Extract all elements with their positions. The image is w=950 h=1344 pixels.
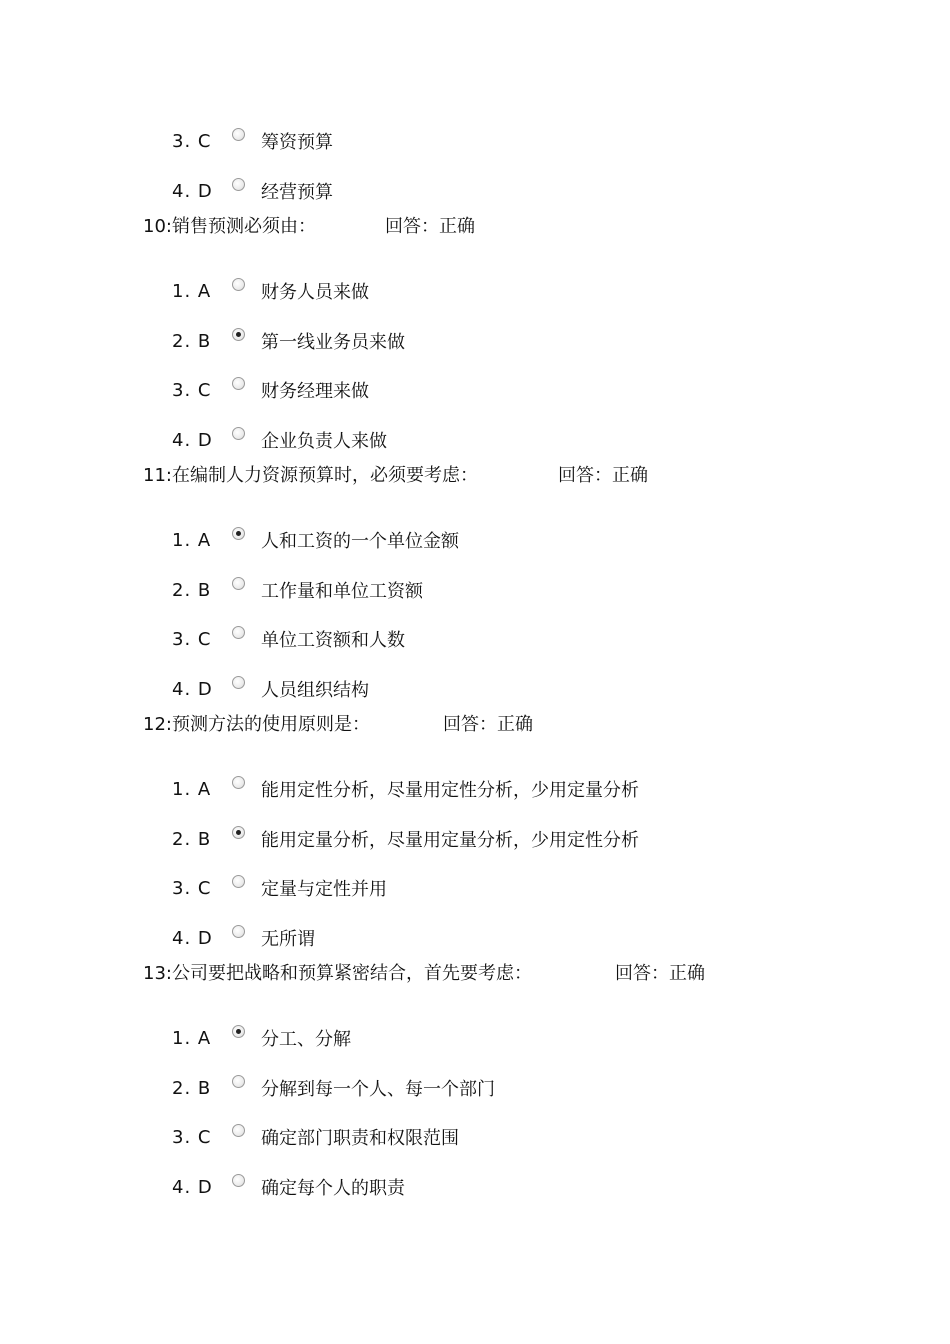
q9-option-c[interactable] [172,126,333,156]
radio-button[interactable] [232,626,245,639]
q11-option-d[interactable] [172,674,369,704]
q13-option-b[interactable] [172,1073,495,1103]
option-number: 3. C [172,1126,212,1148]
q9-option-d[interactable] [172,176,333,206]
q13-option-a[interactable] [172,1023,351,1053]
option-text: 企业负责人来做 [261,431,387,452]
option-number: 1. A [172,1027,212,1049]
answer-status: 回答：正确 [615,963,705,984]
q10-option-b[interactable] [172,326,405,356]
radio-button-selected[interactable] [232,527,245,540]
q11-option-b[interactable] [172,575,423,605]
option-number: 4. D [172,678,213,700]
option-number: 1. A [172,280,212,302]
option-number: 2. B [172,579,212,601]
option-number: 3. C [172,379,212,401]
option-text: 无所谓 [261,929,315,950]
q11-option-c[interactable] [172,624,405,654]
option-text: 财务人员来做 [261,282,369,303]
question-13 [143,958,705,986]
q10-option-c[interactable] [172,375,369,405]
option-number: 2. B [172,1077,212,1099]
option-text: 分工、分解 [261,1029,351,1050]
radio-button[interactable] [232,1124,245,1137]
option-number: 4. D [172,927,213,949]
question-text: 12:预测方法的使用原则是： [143,714,370,735]
radio-button[interactable] [232,776,245,789]
option-text: 定量与定性并用 [261,879,387,900]
radio-button[interactable] [232,925,245,938]
option-text: 人和工资的一个单位金额 [261,531,459,552]
q10-option-a[interactable] [172,276,369,306]
radio-button-selected[interactable] [232,328,245,341]
option-text: 第一线业务员来做 [261,332,405,353]
option-text: 确定每个人的职责 [261,1178,405,1199]
option-text: 财务经理来做 [261,381,369,402]
q12-option-c[interactable] [172,873,387,903]
option-text: 确定部门职责和权限范围 [261,1128,459,1149]
option-number: 4. D [172,1176,213,1198]
question-12 [143,709,533,737]
option-text: 能用定性分析，尽量用定性分析，少用定量分析 [261,780,639,801]
option-number: 3. C [172,628,212,650]
radio-button[interactable] [232,875,245,888]
q12-option-b[interactable] [172,824,639,854]
question-text: 10:销售预测必须由： [143,216,316,237]
option-number: 4. D [172,429,213,451]
answer-status: 回答：正确 [443,714,533,735]
option-number: 1. A [172,529,212,551]
option-number: 4. D [172,180,213,202]
radio-button[interactable] [232,1075,245,1088]
q12-option-a[interactable] [172,774,639,804]
answer-status: 回答：正确 [385,216,475,237]
q11-option-a[interactable] [172,525,459,555]
radio-button[interactable] [232,178,245,191]
answer-status: 回答：正确 [558,465,648,486]
radio-button[interactable] [232,278,245,291]
radio-button[interactable] [232,1174,245,1187]
radio-button[interactable] [232,427,245,440]
option-text: 筹资预算 [261,132,333,153]
question-11 [143,460,648,488]
question-text: 11:在编制人力资源预算时，必须要考虑： [143,465,478,486]
radio-button-selected[interactable] [232,1025,245,1038]
option-number: 3. C [172,130,212,152]
question-text: 13:公司要把战略和预算紧密结合，首先要考虑： [143,963,532,984]
q13-option-d[interactable] [172,1172,405,1202]
option-text: 工作量和单位工资额 [261,581,423,602]
option-number: 2. B [172,330,212,352]
radio-button[interactable] [232,128,245,141]
q13-option-c[interactable] [172,1122,459,1152]
option-text: 单位工资额和人数 [261,630,405,651]
option-number: 3. C [172,877,212,899]
option-number: 2. B [172,828,212,850]
radio-button[interactable] [232,377,245,390]
q10-option-d[interactable] [172,425,387,455]
q12-option-d[interactable] [172,923,315,953]
option-number: 1. A [172,778,212,800]
option-text: 能用定量分析，尽量用定量分析，少用定性分析 [261,830,639,851]
radio-button-selected[interactable] [232,826,245,839]
option-text: 分解到每一个人、每一个部门 [261,1079,495,1100]
option-text: 人员组织结构 [261,680,369,701]
option-text: 经营预算 [261,182,333,203]
radio-button[interactable] [232,676,245,689]
radio-button[interactable] [232,577,245,590]
question-10 [143,211,475,239]
